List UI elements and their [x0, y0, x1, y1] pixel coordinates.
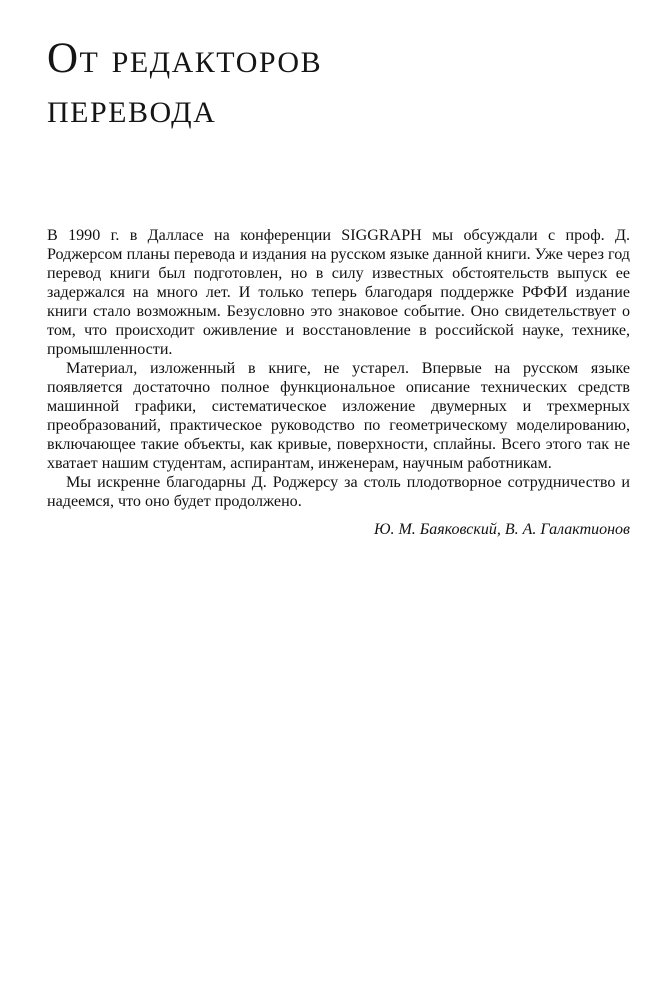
chapter-title-line-1: От редакторов — [47, 35, 323, 82]
paragraph-1: В 1990 г. в Далласе на конференции SIGGRAPH мы обсуждали с проф. Д. Роджерсом планы перевода и издания на русском языке данной книги. Уже через год перевод книги был подготовлен, но в силу известных обстоятельств выпуск ее задержался на много лет. И только теперь благодаря поддержке РФФИ издание книги стало возможным. Безусловно это знаковое событие. Оно свидетельствует о том, что происходит оживление и восстановление в российской науке, технике, промышленности. — [47, 227, 630, 358]
chapter-title — [47, 34, 607, 134]
preface-body — [47, 226, 630, 511]
chapter-title-line-2: перевода — [47, 85, 217, 132]
paragraph-3: Мы искренне благодарны Д. Роджерсу за столь плодотворное сотрудничество и надеемся, что оно будет продолжено. — [47, 474, 630, 510]
editors-signature: Ю. М. Баяковский, В. А. Галактионов — [373, 521, 630, 538]
paragraph-2: Материал, изложенный в книге, не устарел. Впервые на русском языке появляется достаточно полное функциональное описание технических средств машинной графики, систематическое изложение двумерных и трехмерных преобразований, практическое руководство по геометрическому моделированию, включающее такие объекты, как кривые, поверхности, сплайны. Всего этого так не хватает нашим студентам, аспирантам, инженерам, научным работникам. — [47, 360, 630, 472]
